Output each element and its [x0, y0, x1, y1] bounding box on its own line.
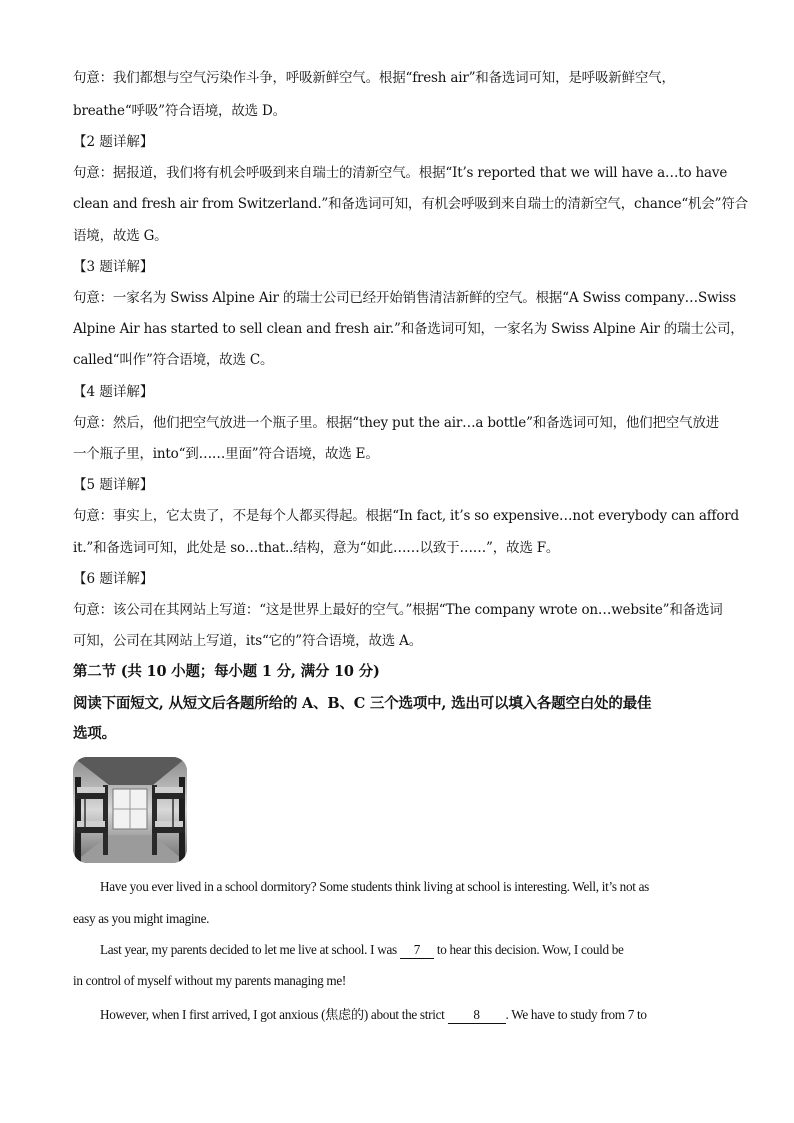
blank-7: 7: [400, 943, 434, 959]
explanation-4-line-1: 句意：然后，他们把空气放进一个瓶子里。根据“they put the air…a bottle”和备选词可知，他们把空气放进: [73, 415, 719, 431]
passage-p2-line-2: in control of myself without my parents managing me!: [73, 973, 346, 988]
passage-p2-line-1: [100, 942, 624, 959]
passage-p2-text-after: to hear this decision. Wow, I could be: [436, 942, 624, 957]
question-6-label: 【6 题详解】: [73, 571, 154, 587]
explanation-3-line-2: Alpine Air has started to sell clean and fresh air.”和备选词可知，一家名为 Swiss Alpine Air 的瑞士公司，: [73, 321, 744, 337]
question-3-label: 【3 题详解】: [73, 259, 154, 275]
explanation-2-line-3: 语境，故选 G。: [73, 228, 168, 244]
dormitory-photo: [73, 757, 187, 863]
explanation-3-line-1: 句意：一家名为 Swiss Alpine Air 的瑞士公司已经开始销售清洁新鲜的空气。根据“A Swiss company…Swiss: [73, 290, 736, 306]
section-instruction-line-2: 选项。: [73, 725, 116, 742]
passage-p3-text-before: However, when I first arrived, I got anxious (焦虑的) about the strict: [100, 1007, 445, 1022]
section-instruction-line-1: 阅读下面短文, 从短文后各题所给的 A、B、C 三个选项中, 选出可以填入各题空白处的最佳: [73, 695, 652, 712]
passage-p3-line-1: [100, 1004, 647, 1024]
explanation-6-line-2: 可知，公司在其网站上写道，its“它的”符合语境，故选 A。: [73, 633, 423, 649]
question-4-label: 【4 题详解】: [73, 384, 154, 400]
question-2-label: 【2 题详解】: [73, 134, 154, 150]
passage-p1-line-1: Have you ever lived in a school dormitory? Some students think living at school is interesting. Well, it’s not as: [100, 879, 649, 894]
passage-p2-text-before: Last year, my parents decided to let me live at school. I was: [100, 942, 397, 957]
question-5-label: 【5 题详解】: [73, 477, 154, 493]
explanation-6-line-1: 句意：该公司在其网站上写道：“这是世界上最好的空气。”根据“The company wrote on…website”和备选词: [73, 602, 723, 618]
passage-p1-line-2: easy as you might imagine.: [73, 911, 210, 926]
explanation-5-line-1: 句意：事实上，它太贵了，不是每个人都买得起。根据“In fact, it’s so expensive…not everybody can afford: [73, 508, 739, 524]
section-title: 第二节 (共 10 小题；每小题 1 分, 满分 10 分): [73, 663, 380, 680]
explanation-3-line-3: called“叫作”符合语境，故选 C。: [73, 352, 274, 368]
explanation-5-line-2: it.”和备选词可知，此处是 so…that..结构，意为“如此……以致于……”，故选 F。: [73, 540, 560, 556]
explanation-1-line-1: 句意：我们都想与空气污染作斗争，呼吸新鲜空气。根据“fresh air”和备选词可知，是呼吸新鲜空气，: [73, 70, 675, 86]
explanation-2-line-1: 句意：据报道，我们将有机会呼吸到来自瑞士的清新空气。根据“It’s reported that we will have a…to have: [73, 165, 728, 181]
passage-p3-text-after: . We have to study from 7 to: [505, 1007, 647, 1022]
blank-8: 8: [448, 1008, 506, 1024]
explanation-4-line-2: 一个瓶子里，into“到……里面”符合语境，故选 E。: [73, 446, 379, 462]
explanation-1-line-2: breathe“呼吸”符合语境，故选 D。: [73, 103, 286, 119]
explanation-2-line-2: clean and fresh air from Switzerland.”和备选词可知，有机会呼吸到来自瑞士的清新空气，chance“机会”符合: [73, 196, 748, 212]
